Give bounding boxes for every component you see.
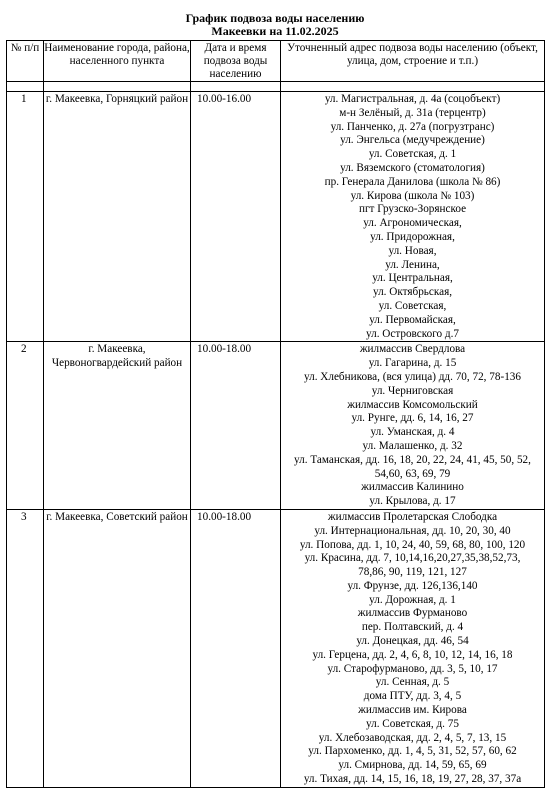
address-line: жилмассив Свердлова — [359, 343, 466, 356]
title-line-1: График подвоза воды населению — [185, 11, 365, 25]
address-line: ул. Энгельса (медучреждение) — [340, 134, 485, 147]
address-line: ул. Новая, — [388, 244, 437, 257]
document-title — [0, 12, 550, 38]
address-line: 54,60, 63, 69, 79 — [374, 467, 451, 480]
address-line: ул. Герцена, дд. 2, 4, 6, 8, 10, 12, 14, 16, 18 — [312, 648, 513, 661]
row-district: г. Макеевка, Червоногвардейский район — [44, 342, 191, 510]
address-line: ул. Панченко, д. 27а (погрузтранс) — [330, 120, 495, 133]
address-line: ул. Советская, д. 1 — [368, 148, 457, 161]
row-number: 2 — [7, 342, 44, 510]
address-line: ул. Ленина, — [385, 258, 440, 271]
address-line: 78,86, 90, 119, 121, 127 — [358, 566, 467, 579]
address-line: ул. Красина, дд. 7, 10,14,16,20,27,35,38,52,73, — [304, 552, 521, 565]
address-line: ул. Хлебозаводская, дд. 2, 4, 5, 7, 13, 15 — [318, 731, 507, 744]
address-line: ул. Интернациональная, дд. 10, 20, 30, 40 — [314, 524, 511, 537]
address-line: ул. Малашенко, д. 32 — [362, 439, 463, 452]
address-line: ул. Смирнова, дд. 14, 59, 65, 69 — [338, 759, 487, 772]
header-time: Дата и время подвоза воды населению — [191, 41, 281, 82]
row-addresses — [281, 509, 545, 787]
water-schedule-table — [6, 40, 545, 788]
address-line: ул. Хлебникова, (вся улица) дд. 70, 72, 78-136 — [304, 370, 521, 383]
header-address: Уточненный адрес подвоза воды населению (объект, улица, дом, строение и т.п.) — [281, 41, 545, 82]
address-line: ул. Советская, — [378, 299, 447, 312]
address-line: ул. Тихая, дд. 14, 15, 16, 18, 19, 27, 28, 37, 37а — [303, 773, 522, 786]
address-line: пгт Грузско-Зорянское — [358, 203, 467, 216]
address-line: жилмассив Калинино — [361, 481, 464, 494]
header-spacer-row — [7, 82, 545, 92]
table-row — [7, 509, 545, 787]
address-line: ул. Таманская, дд. 16, 18, 20, 22, 24, 41, 45, 50, 52, — [294, 453, 531, 466]
row-district: г. Макеевка, Горняцкий район — [44, 92, 191, 342]
row-time: 10.00-18.00 — [191, 509, 281, 787]
address-line: ул. Советская, д. 75 — [366, 717, 459, 730]
address-line: ул. Дорожная, д. 1 — [369, 593, 456, 606]
table-row — [7, 342, 545, 510]
row-addresses — [281, 342, 545, 510]
header-num: № п/п — [7, 41, 44, 82]
address-line: ул. Уманская, д. 4 — [370, 426, 455, 439]
address-line: ул. Магистральная, д. 4а (соцобъект) — [324, 93, 501, 105]
row-number: 3 — [7, 509, 44, 787]
address-line: ул. Сенная, д. 5 — [375, 676, 450, 689]
address-line: ул. Вяземского (стоматология) — [340, 161, 485, 174]
address-line: ул. Черниговская — [371, 384, 454, 397]
table-header-row — [7, 41, 545, 82]
title-line-2: Макеевки на 11.02.2025 — [211, 24, 339, 38]
row-time: 10.00-18.00 — [191, 342, 281, 510]
header-district: Наименование города, района, населенного пункта — [44, 41, 191, 82]
address-line: ул. Островского д.7 — [366, 327, 459, 340]
address-line: ул. Пархоменко, дд. 1, 4, 5, 31, 52, 57, 60, 62 — [308, 745, 517, 758]
address-line: ул. Старофурманово, дд. 3, 5, 10, 17 — [327, 662, 498, 675]
row-district: г. Макеевка, Советский район — [44, 509, 191, 787]
address-line: ул. Рунге, дд. 6, 14, 16, 27 — [351, 412, 474, 425]
address-line: пер. Полтавский, д. 4 — [361, 621, 464, 634]
address-line: ул. Донецкая, дд. 46, 54 — [356, 635, 469, 648]
address-line: жилмассив Комсомольский — [347, 398, 478, 411]
address-line: ул. Крылова, д. 17 — [369, 495, 456, 508]
address-line: пр. Генерала Данилова (школа № 86) — [324, 175, 501, 188]
address-line: ул. Октябрьская, — [372, 286, 453, 299]
row-addresses — [281, 92, 545, 342]
address-line: ул. Придорожная, — [370, 230, 455, 243]
row-time: 10.00-16.00 — [191, 92, 281, 342]
address-line: ул. Агрономическая, — [363, 217, 462, 230]
row-number: 1 — [7, 92, 44, 342]
address-line: дома ПТУ, дд. 3, 4, 5 — [363, 690, 462, 703]
address-line: ул. Центральная, — [372, 272, 453, 285]
address-line: жилмассив Пролетарская Слободка — [327, 510, 498, 523]
address-line: жилмассив им. Кирова — [358, 704, 467, 717]
address-line: жилмассив Фурманово — [357, 607, 468, 620]
address-line: ул. Кирова (школа № 103) — [350, 189, 475, 202]
table-row — [7, 92, 545, 342]
address-line: ул. Попова, дд. 1, 10, 24, 40, 59, 68, 80, 100, 120 — [299, 538, 526, 551]
address-line: ул. Гагарина, д. 15 — [368, 357, 457, 370]
address-line: ул. Фрунзе, дд. 126,136,140 — [347, 579, 478, 592]
address-line: ул. Первомайская, — [369, 313, 456, 326]
address-line: м-н Зелёный, д. 31а (терцентр) — [339, 106, 486, 119]
